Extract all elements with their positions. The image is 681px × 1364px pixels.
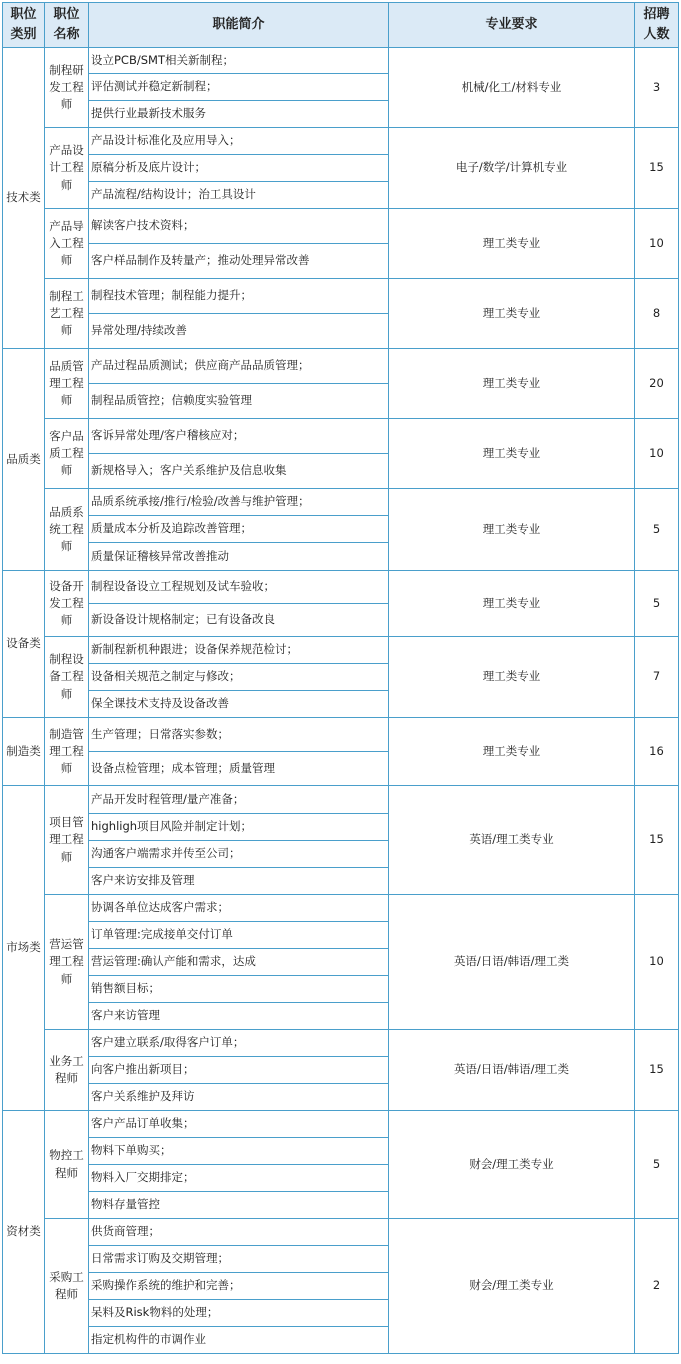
header-category	[3, 3, 45, 48]
table-row	[3, 48, 679, 74]
count-cell: 3	[635, 48, 679, 128]
count-cell: 10	[635, 419, 679, 489]
position-name-cell: 物控工程师	[45, 1111, 89, 1219]
header-count	[635, 3, 679, 48]
header-category-line2: 类别	[10, 27, 37, 42]
count-cell: 10	[635, 895, 679, 1030]
duty-cell: 营运管理:确认产能和需求，达成	[89, 949, 389, 976]
duty-cell: 协调各单位达成客户需求；	[89, 895, 389, 922]
header-category-line1: 职位	[10, 7, 37, 22]
duty-cell: 制程设备设立工程规划及试车验收；	[89, 571, 389, 604]
duty-cell: 解读客户技术资料；	[89, 209, 389, 244]
position-name-cell: 营运管理工程师	[45, 895, 89, 1030]
duty-cell: 客户来访管理	[89, 1003, 389, 1030]
major-cell: 英语/日语/韩语/理工类	[389, 1030, 635, 1111]
header-count-line1: 招聘	[643, 7, 670, 22]
duty-cell: 设立PCB/SMT相关新制程；	[89, 48, 389, 74]
duty-cell: 物料存量管控	[89, 1192, 389, 1219]
table-row	[3, 1030, 679, 1057]
count-cell: 5	[635, 489, 679, 571]
table-row	[3, 1219, 679, 1246]
table-row	[3, 895, 679, 922]
table-row	[3, 489, 679, 516]
position-name-cell: 制程工艺工程师	[45, 279, 89, 349]
duty-cell: 异常处理/持续改善	[89, 314, 389, 349]
duty-cell: 日常需求订购及交期管理；	[89, 1246, 389, 1273]
header-position	[45, 3, 89, 48]
header-position-line2: 名称	[53, 27, 80, 42]
duty-cell: 品质系统承接/推行/检验/改善与维护管理；	[89, 489, 389, 516]
major-cell: 理工类专业	[389, 209, 635, 279]
header-position-line1: 职位	[53, 7, 80, 22]
count-cell: 5	[635, 571, 679, 637]
count-cell: 15	[635, 786, 679, 895]
major-cell: 英语/日语/韩语/理工类	[389, 895, 635, 1030]
table-body	[3, 48, 679, 1354]
duty-cell: 新设备设计规格制定；已有设备改良	[89, 604, 389, 637]
category-cell: 技术类	[3, 48, 45, 349]
count-cell: 10	[635, 209, 679, 279]
duty-cell: 向客户推出新项目；	[89, 1057, 389, 1084]
category-cell: 制造类	[3, 718, 45, 786]
count-cell: 16	[635, 718, 679, 786]
major-cell: 电子/数学/计算机专业	[389, 128, 635, 209]
duty-cell: 客诉异常处理/客户稽核应对；	[89, 419, 389, 454]
count-cell: 8	[635, 279, 679, 349]
duty-cell: 产品流程/结构设计；治工具设计	[89, 182, 389, 209]
major-cell: 理工类专业	[389, 637, 635, 718]
header-major: 专业要求	[389, 3, 635, 48]
duty-cell: 设备相关规范之制定与修改；	[89, 664, 389, 691]
duty-cell: 制程品质管控；信赖度实验管理	[89, 384, 389, 419]
duty-cell: 客户关系维护及拜访	[89, 1084, 389, 1111]
duty-cell: 产品过程品质测试；供应商产品品质管理；	[89, 349, 389, 384]
table-row	[3, 786, 679, 814]
count-cell: 15	[635, 1030, 679, 1111]
duty-cell: 客户样品制作及转量产；推动处理异常改善	[89, 244, 389, 279]
category-cell: 资材类	[3, 1111, 45, 1354]
duty-cell: 设备点检管理；成本管理；质量管理	[89, 752, 389, 786]
category-cell: 品质类	[3, 349, 45, 571]
duty-cell: highligh项目风险并制定计划；	[89, 814, 389, 841]
header-duty: 职能简介	[89, 3, 389, 48]
position-name-cell: 制程研发工程师	[45, 48, 89, 128]
major-cell: 理工类专业	[389, 279, 635, 349]
major-cell: 财会/理工类专业	[389, 1219, 635, 1354]
duty-cell: 新制程新机种跟进；设备保养规范检讨；	[89, 637, 389, 664]
header-count-line2: 人数	[643, 27, 670, 42]
duty-cell: 供货商管理；	[89, 1219, 389, 1246]
duty-cell: 新规格导入；客户关系维护及信息收集	[89, 454, 389, 489]
count-cell: 2	[635, 1219, 679, 1354]
major-cell: 理工类专业	[389, 419, 635, 489]
duty-cell: 客户建立联系/取得客户订单；	[89, 1030, 389, 1057]
table-row	[3, 349, 679, 384]
major-cell: 理工类专业	[389, 718, 635, 786]
count-cell: 5	[635, 1111, 679, 1219]
table-row	[3, 279, 679, 314]
count-cell: 15	[635, 128, 679, 209]
category-cell: 设备类	[3, 571, 45, 718]
duty-cell: 制程技术管理；制程能力提升；	[89, 279, 389, 314]
duty-cell: 指定机构件的市调作业	[89, 1327, 389, 1354]
table-row	[3, 637, 679, 664]
table-row	[3, 209, 679, 244]
position-name-cell: 品质系统工程师	[45, 489, 89, 571]
table-row	[3, 571, 679, 604]
duty-cell: 销售额目标；	[89, 976, 389, 1003]
position-name-cell: 制程设备工程师	[45, 637, 89, 718]
position-name-cell: 产品导入工程师	[45, 209, 89, 279]
position-name-cell: 设备开发工程师	[45, 571, 89, 637]
duty-cell: 客户来访安排及管理	[89, 868, 389, 895]
major-cell: 理工类专业	[389, 571, 635, 637]
duty-cell: 产品设计标准化及应用导入；	[89, 128, 389, 155]
header-row	[3, 3, 679, 48]
duty-cell: 质量保证稽核异常改善推动	[89, 543, 389, 571]
category-cell: 市场类	[3, 786, 45, 1111]
position-name-cell: 客户品质工程师	[45, 419, 89, 489]
major-cell: 理工类专业	[389, 349, 635, 419]
position-name-cell: 产品设计工程师	[45, 128, 89, 209]
recruitment-table	[2, 2, 679, 1354]
duty-cell: 提供行业最新技术服务	[89, 101, 389, 128]
table-row	[3, 1111, 679, 1138]
position-name-cell: 业务工程师	[45, 1030, 89, 1111]
duty-cell: 质量成本分析及追踪改善管理；	[89, 516, 389, 543]
duty-cell: 订单管理:完成接单交付订单	[89, 922, 389, 949]
duty-cell: 采购操作系统的维护和完善；	[89, 1273, 389, 1300]
major-cell: 财会/理工类专业	[389, 1111, 635, 1219]
count-cell: 20	[635, 349, 679, 419]
duty-cell: 生产管理；日常落实参数；	[89, 718, 389, 752]
major-cell: 英语/理工类专业	[389, 786, 635, 895]
major-cell: 理工类专业	[389, 489, 635, 571]
position-name-cell: 采购工程师	[45, 1219, 89, 1354]
table-row	[3, 419, 679, 454]
position-name-cell: 制造管理工程师	[45, 718, 89, 786]
duty-cell: 物料入厂交期排定；	[89, 1165, 389, 1192]
count-cell: 7	[635, 637, 679, 718]
duty-cell: 呆料及Risk物料的处理；	[89, 1300, 389, 1327]
duty-cell: 沟通客户端需求并传至公司；	[89, 841, 389, 868]
duty-cell: 评估测试并稳定新制程；	[89, 74, 389, 101]
duty-cell: 产品开发时程管理/量产准备；	[89, 786, 389, 814]
position-name-cell: 项目管理工程师	[45, 786, 89, 895]
duty-cell: 保全课技术支持及设备改善	[89, 691, 389, 718]
duty-cell: 原稿分析及底片设计；	[89, 155, 389, 182]
table-row	[3, 718, 679, 752]
duty-cell: 物料下单购买；	[89, 1138, 389, 1165]
major-cell: 机械/化工/材料专业	[389, 48, 635, 128]
duty-cell: 客户产品订单收集；	[89, 1111, 389, 1138]
table-row	[3, 128, 679, 155]
position-name-cell: 品质管理工程师	[45, 349, 89, 419]
